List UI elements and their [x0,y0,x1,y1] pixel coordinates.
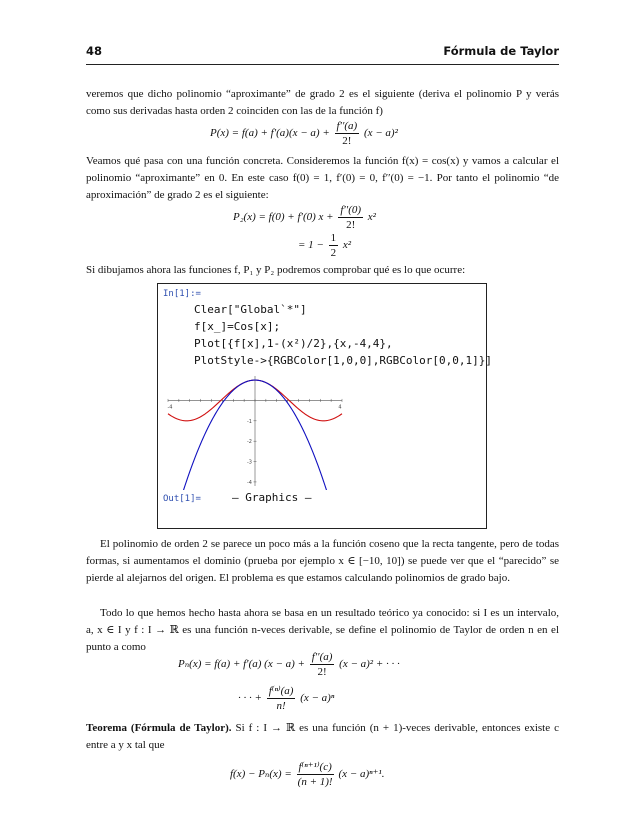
theorem-title: Teorema (Fórmula de Taylor). [86,722,232,734]
equation-6 [230,760,384,789]
y-tick-label: -2 [247,439,252,446]
paragraph-2: Veamos qué pasa con una función concreta. Consideremos la función f(x) = cos(x) y vamos a calcular el polinomio “aproximante” en 0. En este caso f(0) = 1, f′(0) = 0, f′′(0) = −1. Por tanto el polinomio “de aproximación” de grado 2 es el siguiente: [86,155,559,201]
eq2-numerator: f′′(0) [340,204,362,216]
eq3-numerator: 1 [330,232,337,244]
paragraph-3: Si dibujamos ahora las funciones f, P₁ y P₂ podremos comprobar qué es lo que ocurre: [86,264,466,276]
eq6-lhs: f(x) − Pₙ(x) = [230,768,292,781]
code-line-4: PlotStyle->{RGBColor[1,0,0],RGBColor[0,0,1]}] [194,354,493,367]
equation-2 [233,203,376,232]
eq6-rhs: (x − a)ⁿ⁺¹. [338,768,385,781]
code-line-1: Clear["Global`*"] [194,303,307,316]
eq5-fraction [267,684,296,713]
eq1-rhs: (x − a)² [363,127,398,140]
eq2-rhs: x² [367,211,376,224]
eq5-numerator: f⁽ⁿ⁾(a) [268,685,294,697]
y-tick-label: -3 [247,459,252,466]
eq6-denominator: (n + 1)! [297,776,333,788]
eq3-fraction [329,231,339,260]
eq3-denominator: 2 [330,247,337,259]
eq2-denominator: 2! [346,219,356,231]
theorem [86,720,559,754]
x-tick-label: -4 [167,404,173,411]
eq4-rhs: (x − a)² + · · · [339,658,400,671]
eq2-fraction [338,203,363,232]
equation-5 [238,684,334,713]
header-rule [86,64,559,65]
y-tick-label: -1 [247,418,252,425]
eq2-lhs: P₂(x) = f(0) + f′(0) x + [233,211,334,224]
eq6-fraction [297,760,334,789]
eq1-lhs: P(x) = f(a) + f′(a)(x − a) + [210,127,330,140]
theorem-body: Si f : I → ℝ es una función (n + 1)-veces derivable, entonces existe c entre a y x tal que [86,722,559,751]
eq5-lhs: · · · + [238,692,262,705]
eq4-denominator: 2! [317,666,327,678]
paragraph-1: veremos que dicho polinomio “aproximante” de grado 2 es el siguiente (deriva el polinomio P y verás como sus derivadas hasta orden 2 coinciden con las de la función f) [86,88,559,117]
eq1-fraction [335,119,360,148]
equation-4 [178,650,400,679]
chapter-title: Fórmula de Taylor [443,44,559,58]
eq1-denominator: 2! [342,135,352,147]
eq5-rhs: (x − a)ⁿ [300,692,335,705]
plot [160,372,350,490]
input-label: In[1]:= [163,289,201,299]
eq4-numerator: f′′(a) [311,651,333,663]
eq4-lhs: Pₙ(x) = f(a) + f′(a) (x − a) + [178,658,305,671]
eq3-rhs: x² [342,239,352,252]
page-header [86,44,559,62]
code-line-2: f[x_]=Cos[x]; [194,320,281,333]
x-tick-label: 4 [338,404,342,411]
eq1-numerator: f′′(a) [336,120,358,132]
equation-1 [210,119,398,148]
output-label: Out[1]= [163,494,201,504]
code-line-3: Plot[{f[x],1-(x²)/2},{x,-4,4}, [194,337,393,350]
output-value: – Graphics – [232,491,312,504]
paragraph-4: El polinomio de orden 2 se parece un poco más a la función coseno que la recta tangente, pero de todas formas, si aumentamos el dominio (prueba por ejemplo x ∈ [−10, 10]) se puede ver que el “parecido” se pierde al alejarnos del origen. El problema es que estamos calculando polinomios de grado bajo. [86,538,559,584]
paragraph-5: Todo lo que hemos hecho hasta ahora se basa en un resultado teórico ya conocido: si I es un intervalo, a, x ∈ I y f : I → ℝ es una función n-veces derivable, se define el polinomio de Taylor de orden n en el punto a como [86,607,559,653]
page-number: 48 [86,44,103,58]
eq4-fraction [310,650,335,679]
eq3-lhs: = 1 − [298,239,324,252]
equation-3 [298,231,351,260]
y-tick-label: -4 [247,479,252,486]
eq6-numerator: f⁽ⁿ⁺¹⁾(c) [298,761,332,773]
eq5-denominator: n! [276,700,286,712]
